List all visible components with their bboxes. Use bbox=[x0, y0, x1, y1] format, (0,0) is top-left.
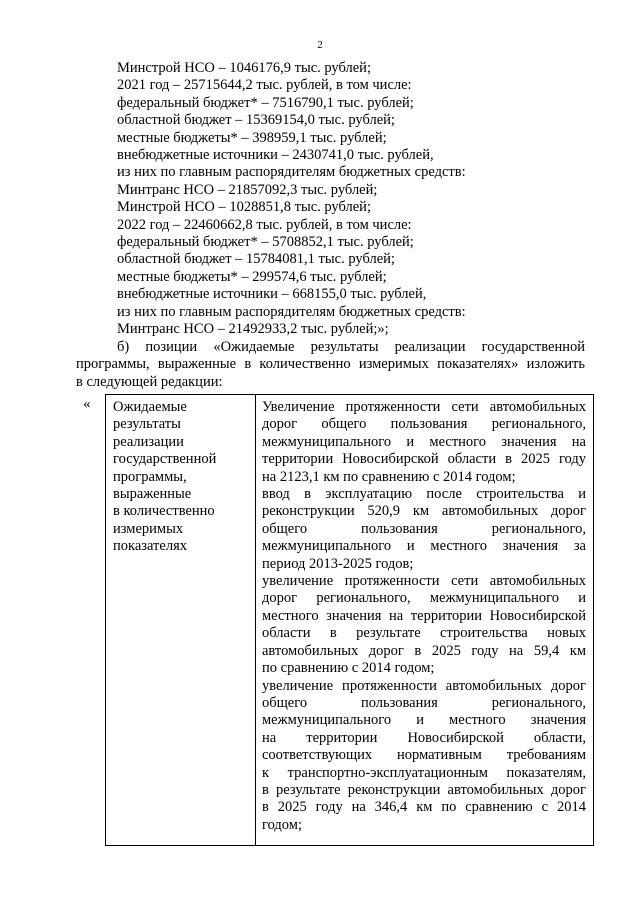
content-line: Увеличение протяженности сети автомобильных bbox=[262, 399, 586, 415]
text-line: 2022 год – 22460662,8 тыс. рублей, в том числе: bbox=[117, 216, 412, 233]
content-line: годом; bbox=[262, 816, 302, 833]
content-line: дорог общего пользования регионального, bbox=[262, 416, 586, 433]
content-line: местного значения на территории Новосибирской bbox=[262, 607, 586, 624]
content-line: по сравнению с 2014 годом; bbox=[262, 660, 435, 677]
content-line: соответствующих нормативным требованиям bbox=[262, 747, 586, 764]
content-line: межмуниципального и местного значения bbox=[262, 712, 586, 729]
text-line: федеральный бюджет* – 5708852,1 тыс. рублей; bbox=[117, 234, 414, 251]
content-line: в результате реконструкции автомобильных дорог bbox=[262, 781, 586, 798]
content-line: автомобильных дорог в 2025 году на 59,4 км bbox=[262, 642, 586, 659]
content-line: ввод в эксплуатацию после строительства и bbox=[262, 486, 586, 503]
text-line: 2021 год – 25715644,2 тыс. рублей, в том числе: bbox=[117, 77, 412, 94]
table-cell-content bbox=[262, 399, 586, 834]
content-line: межмуниципального и местного значения за bbox=[262, 538, 586, 555]
content-line: увеличение протяженности автомобильных дорог bbox=[262, 677, 586, 694]
label-line: измеримых bbox=[113, 520, 184, 537]
label-line: государственной bbox=[113, 451, 217, 468]
content-line: области в результате строительства новых bbox=[262, 625, 586, 642]
text-line: Минстрой НСО – 1028851,8 тыс. рублей; bbox=[117, 199, 371, 216]
label-line: реализации bbox=[113, 433, 184, 450]
paragraph-line: в следующей редакции: bbox=[76, 373, 223, 390]
content-line: межмуниципального и местного значения на bbox=[262, 433, 586, 450]
content-line: к транспортно-эксплуатационным показателям, bbox=[262, 764, 586, 781]
content-line: территории Новосибирской области в 2025 году bbox=[262, 451, 586, 468]
paragraph-line: б) позиции «Ожидаемые результаты реализации государственной bbox=[117, 339, 585, 355]
text-line: из них по главным распорядителям бюджетных средств: bbox=[117, 164, 466, 181]
text-line: федеральный бюджет* – 7516790,1 тыс. рублей; bbox=[117, 94, 414, 111]
text-line: областной бюджет – 15784081,1 тыс. рублей; bbox=[117, 251, 395, 268]
label-line: результаты bbox=[113, 416, 181, 433]
results-table bbox=[105, 394, 594, 846]
content-line: на 2123,1 км по сравнению с 2014 годом; bbox=[262, 468, 516, 485]
amendment-paragraph bbox=[76, 339, 585, 391]
text-line: областной бюджет – 15369154,0 тыс. рублей; bbox=[117, 112, 395, 129]
label-line: выраженные bbox=[113, 486, 192, 503]
funding-lines bbox=[117, 60, 466, 339]
content-line: общего пользования регионального, bbox=[262, 520, 586, 537]
column-divider bbox=[255, 395, 256, 845]
content-line: период 2013-2025 годов; bbox=[262, 555, 414, 572]
text-line: Минстрой НСО – 1046176,9 тыс. рублей; bbox=[117, 60, 371, 76]
text-line: внебюджетные источники – 668155,0 тыс. рублей, bbox=[117, 286, 427, 303]
label-line: показателях bbox=[113, 538, 187, 555]
table-cell-label bbox=[113, 399, 248, 556]
label-line: в количественно bbox=[113, 503, 215, 520]
content-line: общего пользования регионального, bbox=[262, 694, 586, 711]
page-number: 2 bbox=[317, 39, 323, 51]
text-line: Минтранс НСО – 21857092,3 тыс. рублей; bbox=[117, 181, 378, 198]
text-line: местные бюджеты* – 299574,6 тыс. рублей; bbox=[117, 268, 387, 285]
content-line: увеличение протяженности сети автомобильных bbox=[262, 573, 586, 590]
content-line: в 2025 году на 346,4 км по сравнению с 2014 bbox=[262, 799, 586, 816]
content-line: дорог регионального, межмуниципального и bbox=[262, 590, 586, 607]
text-line: из них по главным распорядителям бюджетных средств: bbox=[117, 303, 466, 320]
label-line: программы, bbox=[113, 468, 187, 485]
content-line: реконструкции 520,9 км автомобильных дорог bbox=[262, 503, 586, 520]
text-line: внебюджетные источники – 2430741,0 тыс. рублей, bbox=[117, 147, 434, 164]
opening-quote: « bbox=[83, 396, 91, 412]
text-line: местные бюджеты* – 398959,1 тыс. рублей; bbox=[117, 129, 387, 146]
label-line: Ожидаемые bbox=[113, 399, 187, 415]
paragraph-line: программы, выраженные в количественно измеримых показателях» изложить bbox=[76, 356, 585, 373]
text-line: Минтранс НСО – 21492933,2 тыс. рублей;»; bbox=[117, 321, 389, 338]
content-line: на территории Новосибирской области, bbox=[262, 729, 586, 746]
